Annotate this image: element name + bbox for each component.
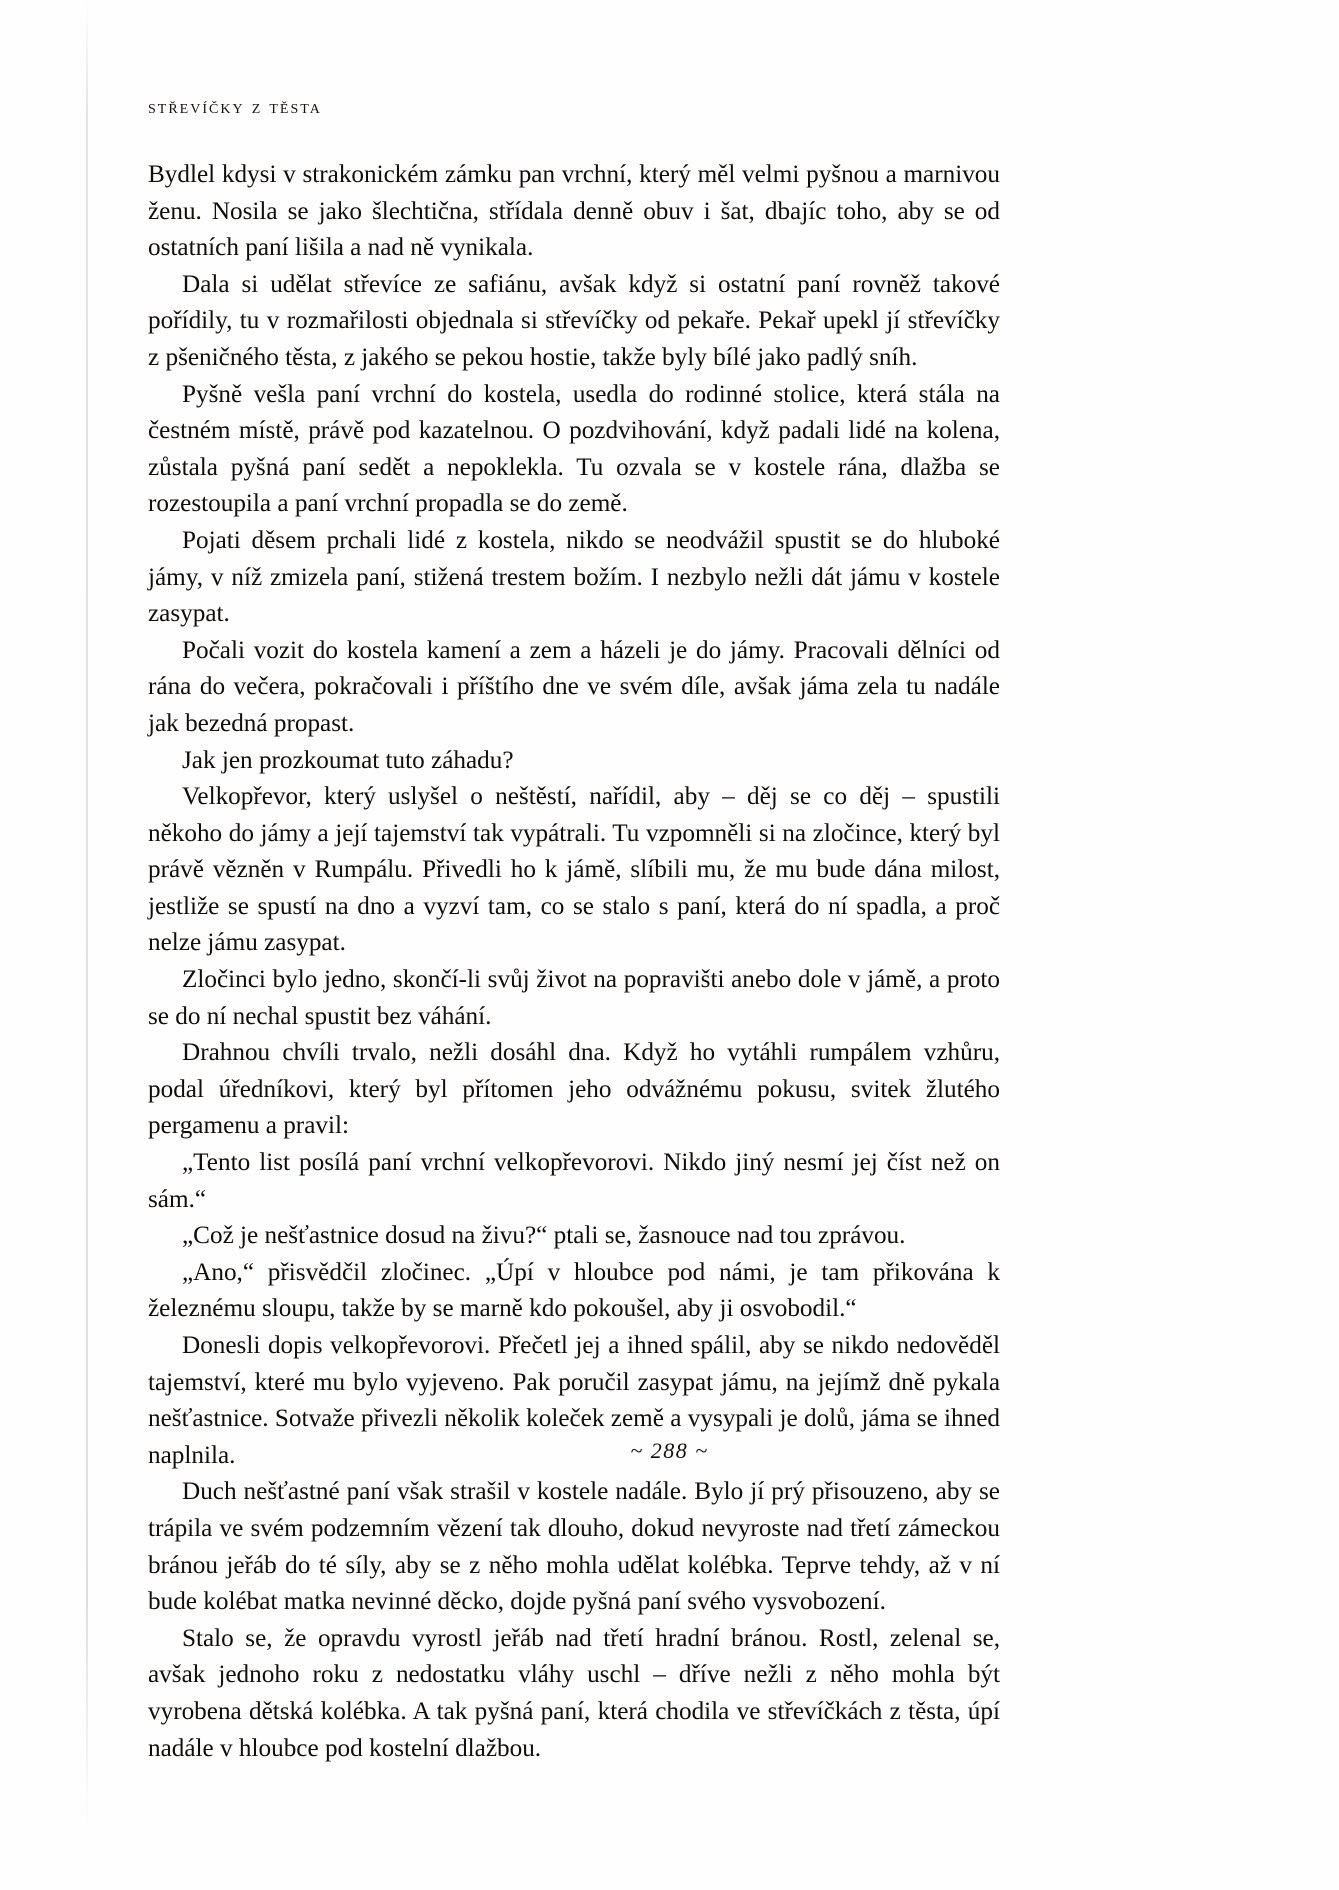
paragraph: Pyšně vešla paní vrchní do kostela, usedla do rodinné stolice, která stála na čestném místě, právě pod kazatelnou. O pozdvihování, když padali lidé na kolena, zůstala pyšná paní sedět a nepoklekla. Tu ozvala se v kostele rána, dlažba se rozestoupila a paní vrchní propadla se do země. xyxy=(148,380,1000,518)
page-content xyxy=(148,96,1000,1767)
paragraph: „Tento list posílá paní vrchní velkopřevorovi. Nikdo jiný nesmí jej číst než on sám.“ xyxy=(148,1149,1000,1213)
paragraph: Jak jen prozkoumat tuto záhadu? xyxy=(182,746,514,774)
paragraph: Počali vozit do kostela kamení a zem a házeli je do jámy. Pracovali dělníci od rána do večera, pokračovali i příštího dne ve svém díle, avšak jáma zela tu nadále jak bezedná propast. xyxy=(148,636,1000,737)
paragraph: Stalo se, že opravdu vyrostl jeřáb nad třetí hradní bránou. Rostl, zelenal se, avšak jednoho roku z nedostatku vláhy uschl – dříve nežli z něho mohla být vyrobena dětská kolébka. A tak pyšná paní, která chodila ve střevíčkách z těsta, úpí nadále v hloubce pod kostelní dlažbou. xyxy=(148,1624,1000,1762)
paragraph: Pojati děsem prchali lidé z kostela, nikdo se neodvážil spustit se do hluboké jámy, v níž zmizela paní, stižená trestem božím. I nezbylo nežli dát jámu v kostele zasypat. xyxy=(148,526,1000,628)
paragraph: Zločinci bylo jedno, skončí-li svůj život na popravišti anebo dole v jámě, a proto se do ní nechal spustit bez váhání. xyxy=(148,966,1000,1030)
page-number: ~ 288 ~ xyxy=(630,1438,709,1463)
paragraph: „Ano,“ přisvědčil zločinec. „Úpí v hloubce pod námi, je tam přikována k železnému sloupu, takže by se marně kdo pokoušel, aby ji osvobodil.“ xyxy=(148,1258,1000,1323)
paragraph: „Což je nešťastnice dosud na živu?“ ptali se, žasnouce nad tou zprávou. xyxy=(182,1222,906,1250)
paragraph: Duch nešťastné paní však strašil v kostele nadále. Bylo jí prý přisouzeno, aby se trápila ve svém podzemním vězení tak dlouho, dokud nevyroste nad třetí zámeckou bránou jeřáb do té síly, aby se z něho mohla udělat kolébka. Teprve tehdy, až v ní bude kolébat matka nevinné děcko, dojde pyšná paní svého vysvobození. xyxy=(148,1478,1000,1616)
paragraph: Donesli dopis velkopřevorovi. Přečetl jej a ihned spálil, aby se nikdo nedověděl tajemství, které mu bylo vyjeveno. Pak poručil zasypat jámu, na jejímž dně pykala nešťastnice. Sotvaže přivezli několik koleček země a vysypali je dolů, jáma se ihned naplnila. xyxy=(148,1332,1000,1469)
paragraph: Dala si udělat střevíce ze safiánu, avšak když si ostatní paní rovněž takové pořídily, tu v rozmařilosti objednala si střevíčky od pekaře. Pekař upekl jí střevíčky z pšeničného těsta, z jakého se pekou hostie, takže byly bílé jako padlý sníh. xyxy=(148,270,1000,371)
running-head: střevíčky z těsta xyxy=(148,96,322,118)
paragraph: Bydlel kdysi v strakonickém zámku pan vrchní, který měl velmi pyšnou a marnivou ženu. Nosila se jako šlechtična, střídala denně obuv i šat, dbajíc toho, aby se od ostatních paní lišila a nad ně vynikala. xyxy=(148,161,1000,262)
scan-edge-artifact xyxy=(86,0,88,1890)
paragraph: Velkopřevor, který uslyšel o neštěstí, nařídil, aby – děj se co děj – spustili někoho do jámy a její tajemství tak vypátrali. Tu vzpomněli si na zločince, který byl právě vězněn v Rumpálu. Přivedli ho k jámě, slíbili mu, že mu bude dána milost, jestliže se spustí na dno a vyzví tam, co se stalo s paní, která do ní spadla, a proč nelze jámu zasypat. xyxy=(148,783,1000,957)
paragraph: Drahnou chvíli trvalo, nežli dosáhl dna. Když ho vytáhli rumpálem vzhůru, podal úředníkovi, který byl přítomen jeho odvážnému pokusu, svitek žlutého pergamenu a pravil: xyxy=(148,1039,1000,1140)
body-text xyxy=(148,157,1000,1767)
